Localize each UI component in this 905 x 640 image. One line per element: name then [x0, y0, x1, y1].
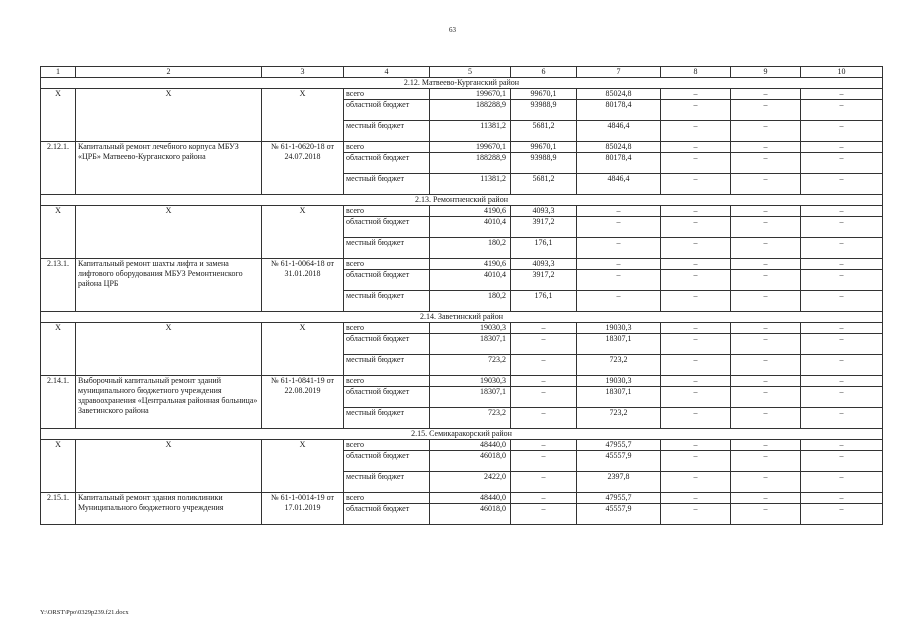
value-col-8: –	[661, 440, 731, 451]
column-number: 6	[511, 67, 577, 78]
value-col-8: –	[661, 217, 731, 238]
value-col-8: –	[661, 504, 731, 525]
value-col-6: –	[511, 451, 577, 472]
value-col-5: 723,2	[430, 408, 511, 429]
district-title: 2.12. Матвеево-Курганский район	[41, 78, 883, 89]
value-col-10: –	[801, 355, 883, 376]
value-col-10: –	[801, 121, 883, 142]
value-col-8: –	[661, 291, 731, 312]
column-number: 7	[577, 67, 661, 78]
value-col-6: –	[511, 334, 577, 355]
value-col-9: –	[731, 408, 801, 429]
value-col-8: –	[661, 451, 731, 472]
funding-source: областной бюджет	[344, 451, 430, 472]
value-col-5: 18307,1	[430, 334, 511, 355]
value-col-10: –	[801, 153, 883, 174]
value-col-5: 188288,9	[430, 153, 511, 174]
value-col-5: 46018,0	[430, 451, 511, 472]
value-col-10: –	[801, 408, 883, 429]
value-col-6: –	[511, 504, 577, 525]
value-col-5: 19030,3	[430, 376, 511, 387]
value-col-6: 176,1	[511, 238, 577, 259]
value-col-7: 18307,1	[577, 387, 661, 408]
district-title: 2.15. Семикаракорский район	[41, 429, 883, 440]
funding-source: всего	[344, 440, 430, 451]
value-col-10: –	[801, 270, 883, 291]
value-col-6: –	[511, 355, 577, 376]
funding-source: всего	[344, 493, 430, 504]
value-col-5: 48440,0	[430, 493, 511, 504]
table-row	[41, 376, 883, 387]
document-number: № 61-1-0841-19 от 22.08.2019	[262, 376, 344, 429]
value-col-7: 45557,9	[577, 451, 661, 472]
value-col-8: –	[661, 334, 731, 355]
item-number: X	[41, 440, 76, 493]
value-col-10: –	[801, 291, 883, 312]
value-col-7: 47955,7	[577, 493, 661, 504]
value-col-9: –	[731, 376, 801, 387]
value-col-8: –	[661, 121, 731, 142]
value-col-10: –	[801, 259, 883, 270]
value-col-9: –	[731, 259, 801, 270]
district-section-row	[41, 312, 883, 323]
funding-source: областной бюджет	[344, 153, 430, 174]
table-row	[41, 142, 883, 153]
value-col-6: 93988,9	[511, 100, 577, 121]
value-col-7: –	[577, 217, 661, 238]
value-col-8: –	[661, 472, 731, 493]
value-col-7: 4846,4	[577, 121, 661, 142]
value-col-9: –	[731, 504, 801, 525]
value-col-9: –	[731, 323, 801, 334]
value-col-5: 199670,1	[430, 89, 511, 100]
value-col-10: –	[801, 493, 883, 504]
object-name: X	[76, 206, 262, 259]
value-col-9: –	[731, 387, 801, 408]
value-col-9: –	[731, 440, 801, 451]
value-col-8: –	[661, 153, 731, 174]
value-col-5: 4190,6	[430, 259, 511, 270]
value-col-5: 11381,2	[430, 174, 511, 195]
value-col-5: 18307,1	[430, 387, 511, 408]
funding-source: областной бюджет	[344, 217, 430, 238]
value-col-5: 723,2	[430, 355, 511, 376]
value-col-7: –	[577, 238, 661, 259]
value-col-8: –	[661, 355, 731, 376]
value-col-7: 18307,1	[577, 334, 661, 355]
district-title: 2.14. Заветинский район	[41, 312, 883, 323]
value-col-5: 199670,1	[430, 142, 511, 153]
funding-source: местный бюджет	[344, 174, 430, 195]
value-col-5: 48440,0	[430, 440, 511, 451]
object-name: Капитальный ремонт шахты лифта и замена лифтового оборудования МБУЗ Ремонтненского района ЦРБ	[76, 259, 262, 312]
value-col-8: –	[661, 408, 731, 429]
value-col-9: –	[731, 238, 801, 259]
value-col-10: –	[801, 440, 883, 451]
object-name: Капитальный ремонт лечебного корпуса МБУЗ «ЦРБ» Матвеево-Курганского района	[76, 142, 262, 195]
funding-source: всего	[344, 89, 430, 100]
column-number: 8	[661, 67, 731, 78]
value-col-8: –	[661, 206, 731, 217]
funding-source: всего	[344, 259, 430, 270]
value-col-7: 2397,8	[577, 472, 661, 493]
value-col-8: –	[661, 89, 731, 100]
value-col-9: –	[731, 100, 801, 121]
value-col-8: –	[661, 323, 731, 334]
value-col-10: –	[801, 89, 883, 100]
value-col-6: 3917,2	[511, 270, 577, 291]
value-col-6: –	[511, 493, 577, 504]
value-col-8: –	[661, 376, 731, 387]
value-col-6: –	[511, 376, 577, 387]
district-section-row	[41, 78, 883, 89]
file-path-footer: Y:\ORST\Ppo\0329p239.f21.docx	[40, 609, 129, 616]
value-col-10: –	[801, 206, 883, 217]
table-body	[41, 67, 883, 525]
table-row	[41, 493, 883, 504]
value-col-10: –	[801, 217, 883, 238]
value-col-6: –	[511, 472, 577, 493]
value-col-10: –	[801, 504, 883, 525]
value-col-5: 4190,6	[430, 206, 511, 217]
value-col-10: –	[801, 142, 883, 153]
value-col-5: 46018,0	[430, 504, 511, 525]
item-number: 2.14.1.	[41, 376, 76, 429]
table-row	[41, 323, 883, 334]
item-number: 2.13.1.	[41, 259, 76, 312]
value-col-10: –	[801, 387, 883, 408]
value-col-6: 99670,1	[511, 89, 577, 100]
funding-source: всего	[344, 142, 430, 153]
value-col-9: –	[731, 89, 801, 100]
funding-source: местный бюджет	[344, 355, 430, 376]
value-col-6: 4093,3	[511, 259, 577, 270]
object-name: X	[76, 323, 262, 376]
value-col-8: –	[661, 142, 731, 153]
value-col-9: –	[731, 174, 801, 195]
funding-source: местный бюджет	[344, 291, 430, 312]
value-col-10: –	[801, 376, 883, 387]
value-col-10: –	[801, 451, 883, 472]
value-col-7: 85024,8	[577, 142, 661, 153]
column-number-row	[41, 67, 883, 78]
item-number: 2.15.1.	[41, 493, 76, 525]
value-col-9: –	[731, 121, 801, 142]
value-col-7: 723,2	[577, 355, 661, 376]
value-col-7: –	[577, 270, 661, 291]
value-col-9: –	[731, 206, 801, 217]
column-number: 2	[76, 67, 262, 78]
value-col-8: –	[661, 493, 731, 504]
value-col-5: 188288,9	[430, 100, 511, 121]
value-col-6: 176,1	[511, 291, 577, 312]
value-col-7: 80178,4	[577, 100, 661, 121]
district-section-row	[41, 195, 883, 206]
value-col-9: –	[731, 451, 801, 472]
district-section-row	[41, 429, 883, 440]
value-col-7: 723,2	[577, 408, 661, 429]
document-number: X	[262, 323, 344, 376]
value-col-10: –	[801, 323, 883, 334]
value-col-6: 5681,2	[511, 174, 577, 195]
value-col-5: 4010,4	[430, 270, 511, 291]
column-number: 4	[344, 67, 430, 78]
value-col-6: 3917,2	[511, 217, 577, 238]
value-col-9: –	[731, 472, 801, 493]
value-col-7: –	[577, 291, 661, 312]
document-number: X	[262, 89, 344, 142]
item-number: X	[41, 323, 76, 376]
value-col-7: –	[577, 206, 661, 217]
value-col-6: –	[511, 440, 577, 451]
value-col-7: 45557,9	[577, 504, 661, 525]
table-row	[41, 259, 883, 270]
value-col-7: 47955,7	[577, 440, 661, 451]
column-number: 10	[801, 67, 883, 78]
document-number: № 61-1-0014-19 от 17.01.2019	[262, 493, 344, 525]
value-col-9: –	[731, 493, 801, 504]
funding-source: областной бюджет	[344, 504, 430, 525]
column-number: 9	[731, 67, 801, 78]
value-col-9: –	[731, 291, 801, 312]
object-name: X	[76, 89, 262, 142]
value-col-7: 4846,4	[577, 174, 661, 195]
value-col-6: 99670,1	[511, 142, 577, 153]
funding-source: местный бюджет	[344, 238, 430, 259]
value-col-5: 180,2	[430, 238, 511, 259]
value-col-9: –	[731, 142, 801, 153]
value-col-10: –	[801, 238, 883, 259]
funding-source: всего	[344, 323, 430, 334]
value-col-9: –	[731, 355, 801, 376]
value-col-7: 19030,3	[577, 376, 661, 387]
value-col-7: 85024,8	[577, 89, 661, 100]
value-col-9: –	[731, 153, 801, 174]
value-col-8: –	[661, 270, 731, 291]
value-col-9: –	[731, 334, 801, 355]
funding-source: местный бюджет	[344, 472, 430, 493]
item-number: 2.12.1.	[41, 142, 76, 195]
value-col-5: 180,2	[430, 291, 511, 312]
table-row	[41, 89, 883, 100]
column-number: 5	[430, 67, 511, 78]
value-col-5: 4010,4	[430, 217, 511, 238]
district-title: 2.13. Ремонтненский район	[41, 195, 883, 206]
value-col-10: –	[801, 174, 883, 195]
value-col-7: 19030,3	[577, 323, 661, 334]
value-col-10: –	[801, 472, 883, 493]
value-col-6: –	[511, 387, 577, 408]
document-number: X	[262, 206, 344, 259]
document-number: X	[262, 440, 344, 493]
object-name: X	[76, 440, 262, 493]
column-number: 3	[262, 67, 344, 78]
value-col-6: –	[511, 323, 577, 334]
value-col-8: –	[661, 174, 731, 195]
value-col-6: 5681,2	[511, 121, 577, 142]
value-col-7: –	[577, 259, 661, 270]
object-name: Выборочный капитальный ремонт зданий муниципального бюджетного учреждения здравоохранения «Центральная районная больница» Заветинского района	[76, 376, 262, 429]
item-number: X	[41, 89, 76, 142]
object-name: Капитальный ремонт здания поликлиники Муниципального бюджетного учреждения	[76, 493, 262, 525]
page-number: 63	[449, 26, 456, 34]
column-number: 1	[41, 67, 76, 78]
value-col-6: 93988,9	[511, 153, 577, 174]
value-col-9: –	[731, 270, 801, 291]
funding-source: областной бюджет	[344, 100, 430, 121]
funding-source: областной бюджет	[344, 334, 430, 355]
value-col-5: 11381,2	[430, 121, 511, 142]
value-col-6: –	[511, 408, 577, 429]
funding-source: областной бюджет	[344, 270, 430, 291]
funding-source: местный бюджет	[344, 408, 430, 429]
table-row	[41, 440, 883, 451]
funding-source: областной бюджет	[344, 387, 430, 408]
value-col-6: 4093,3	[511, 206, 577, 217]
value-col-8: –	[661, 238, 731, 259]
funding-source: всего	[344, 376, 430, 387]
value-col-5: 2422,0	[430, 472, 511, 493]
value-col-8: –	[661, 387, 731, 408]
funding-source: местный бюджет	[344, 121, 430, 142]
value-col-10: –	[801, 100, 883, 121]
document-number: № 61-1-0064-18 от 31.01.2018	[262, 259, 344, 312]
value-col-10: –	[801, 334, 883, 355]
budget-table	[40, 66, 883, 525]
document-number: № 61-1-0620-18 от 24.07.2018	[262, 142, 344, 195]
value-col-9: –	[731, 217, 801, 238]
value-col-5: 19030,3	[430, 323, 511, 334]
table-row	[41, 206, 883, 217]
funding-source: всего	[344, 206, 430, 217]
value-col-8: –	[661, 259, 731, 270]
item-number: X	[41, 206, 76, 259]
value-col-8: –	[661, 100, 731, 121]
value-col-7: 80178,4	[577, 153, 661, 174]
